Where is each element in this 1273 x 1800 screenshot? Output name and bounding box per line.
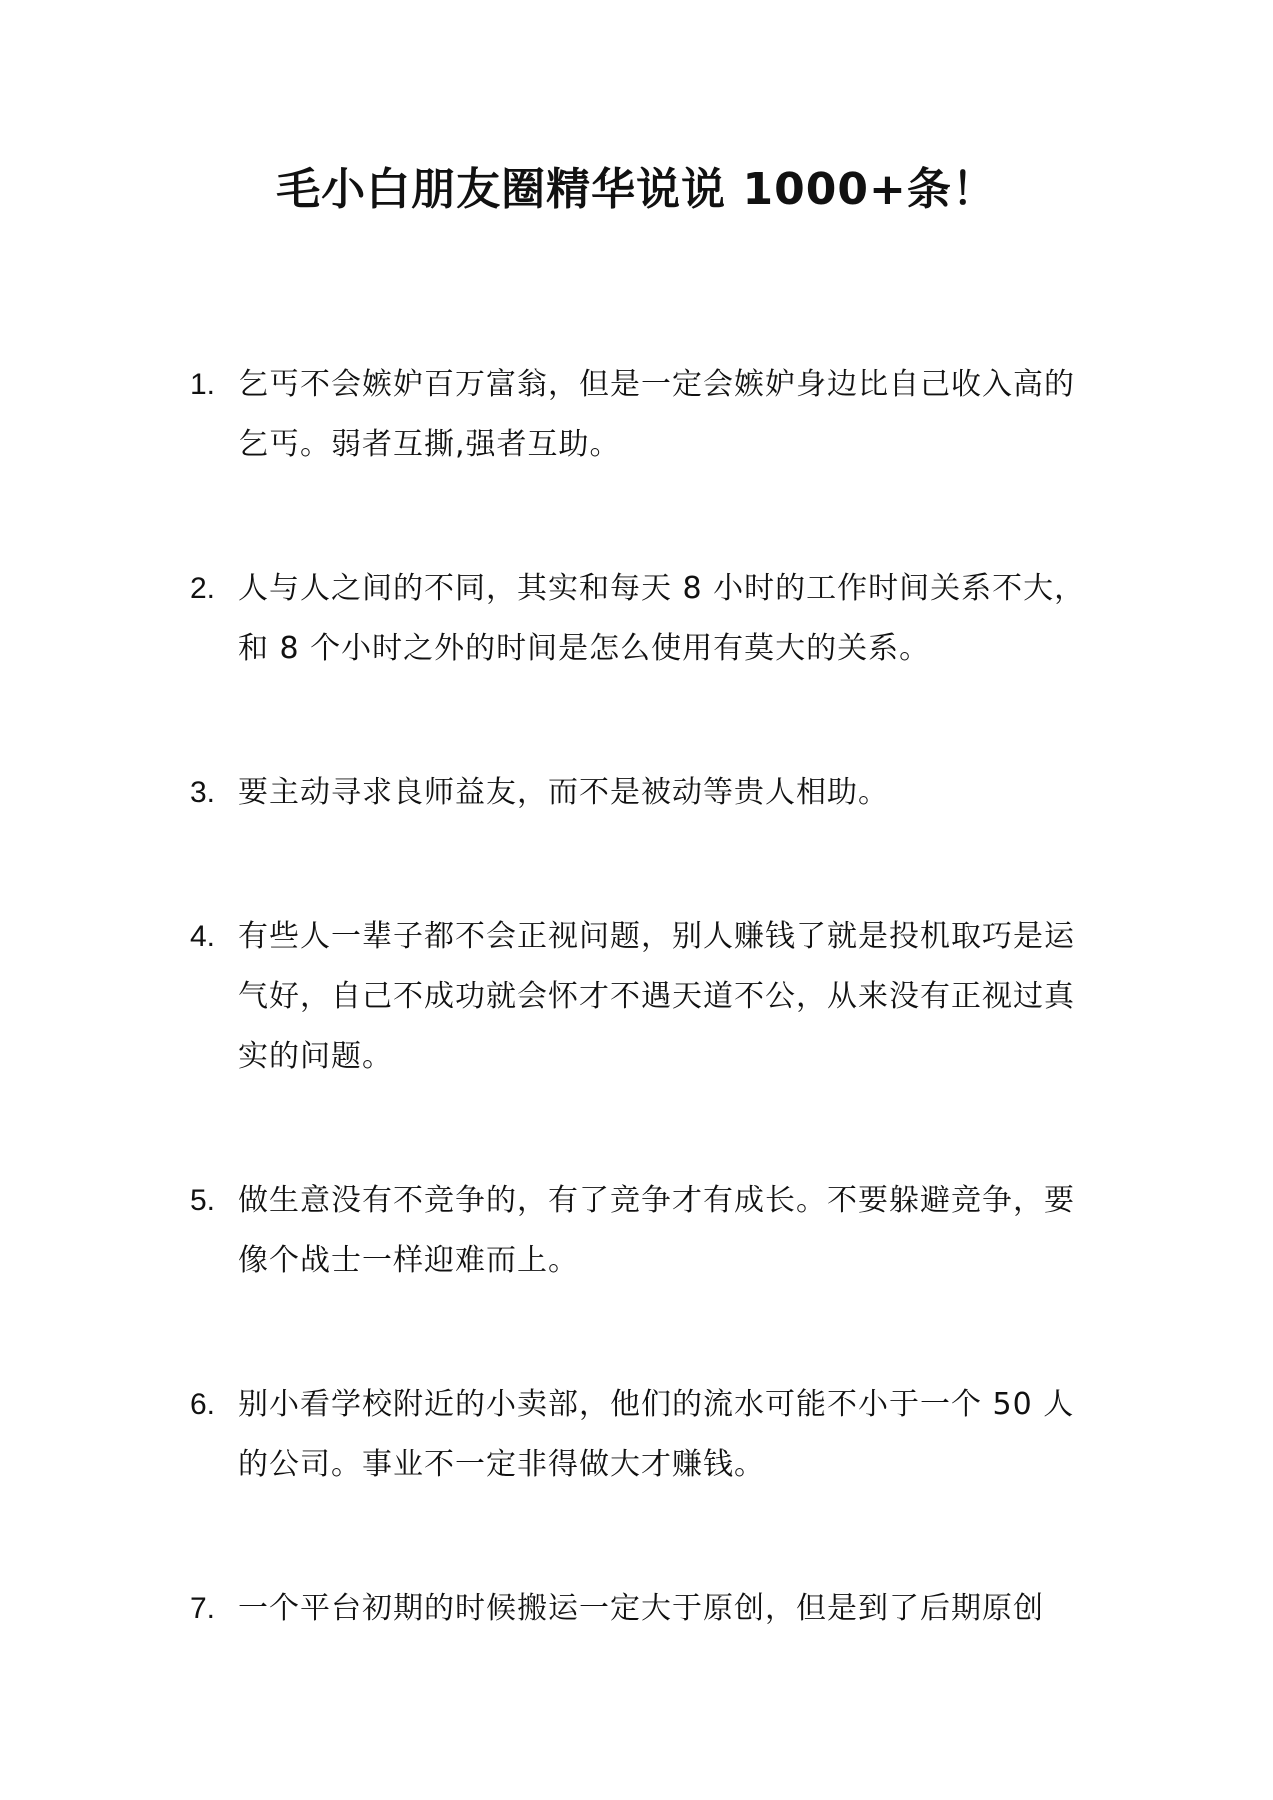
list-item: [190, 355, 1090, 475]
item-text: 别小看学校附近的小卖部，他们的流水可能不小于一个 50 人的公司。事业不一定非得做大才赚钱。: [238, 1387, 1075, 1482]
item-number: 3.: [190, 776, 216, 809]
list-item: [190, 763, 1090, 823]
item-number: 7.: [190, 1592, 216, 1625]
item-number: 4.: [190, 920, 216, 953]
item-text: 有些人一辈子都不会正视问题，别人赚钱了就是投机取巧是运气好，自己不成功就会怀才不遇天道不公，从来没有正视过真实的问题。: [238, 919, 1075, 1074]
item-text: 要主动寻求良师益友，而不是被动等贵人相助。: [238, 775, 889, 810]
item-text: 做生意没有不竞争的，有了竞争才有成长。不要躲避竞争，要像个战士一样迎难而上。: [238, 1183, 1075, 1278]
list-item: [190, 907, 1090, 1087]
document-title: 毛小白朋友圈精华说说 1000+条！: [276, 164, 997, 215]
list-item: [190, 1375, 1090, 1495]
item-number: 5.: [190, 1184, 216, 1217]
item-number: 6.: [190, 1388, 216, 1421]
item-text: 一个平台初期的时候搬运一定大于原创，但是到了后期原创: [238, 1591, 1044, 1626]
item-number: 2.: [190, 572, 216, 605]
quote-list: [190, 355, 1090, 1723]
list-item: [190, 559, 1090, 679]
item-number: 1.: [190, 368, 216, 401]
list-item: [190, 1579, 1090, 1639]
item-text: 乞丐不会嫉妒百万富翁，但是一定会嫉妒身边比自己收入高的乞丐。弱者互撕,强者互助。: [238, 367, 1075, 462]
list-item: [190, 1171, 1090, 1291]
item-text: 人与人之间的不同，其实和每天 8 小时的工作时间关系不大，和 8 个小时之外的时间是怎么使用有莫大的关系。: [238, 571, 1086, 666]
